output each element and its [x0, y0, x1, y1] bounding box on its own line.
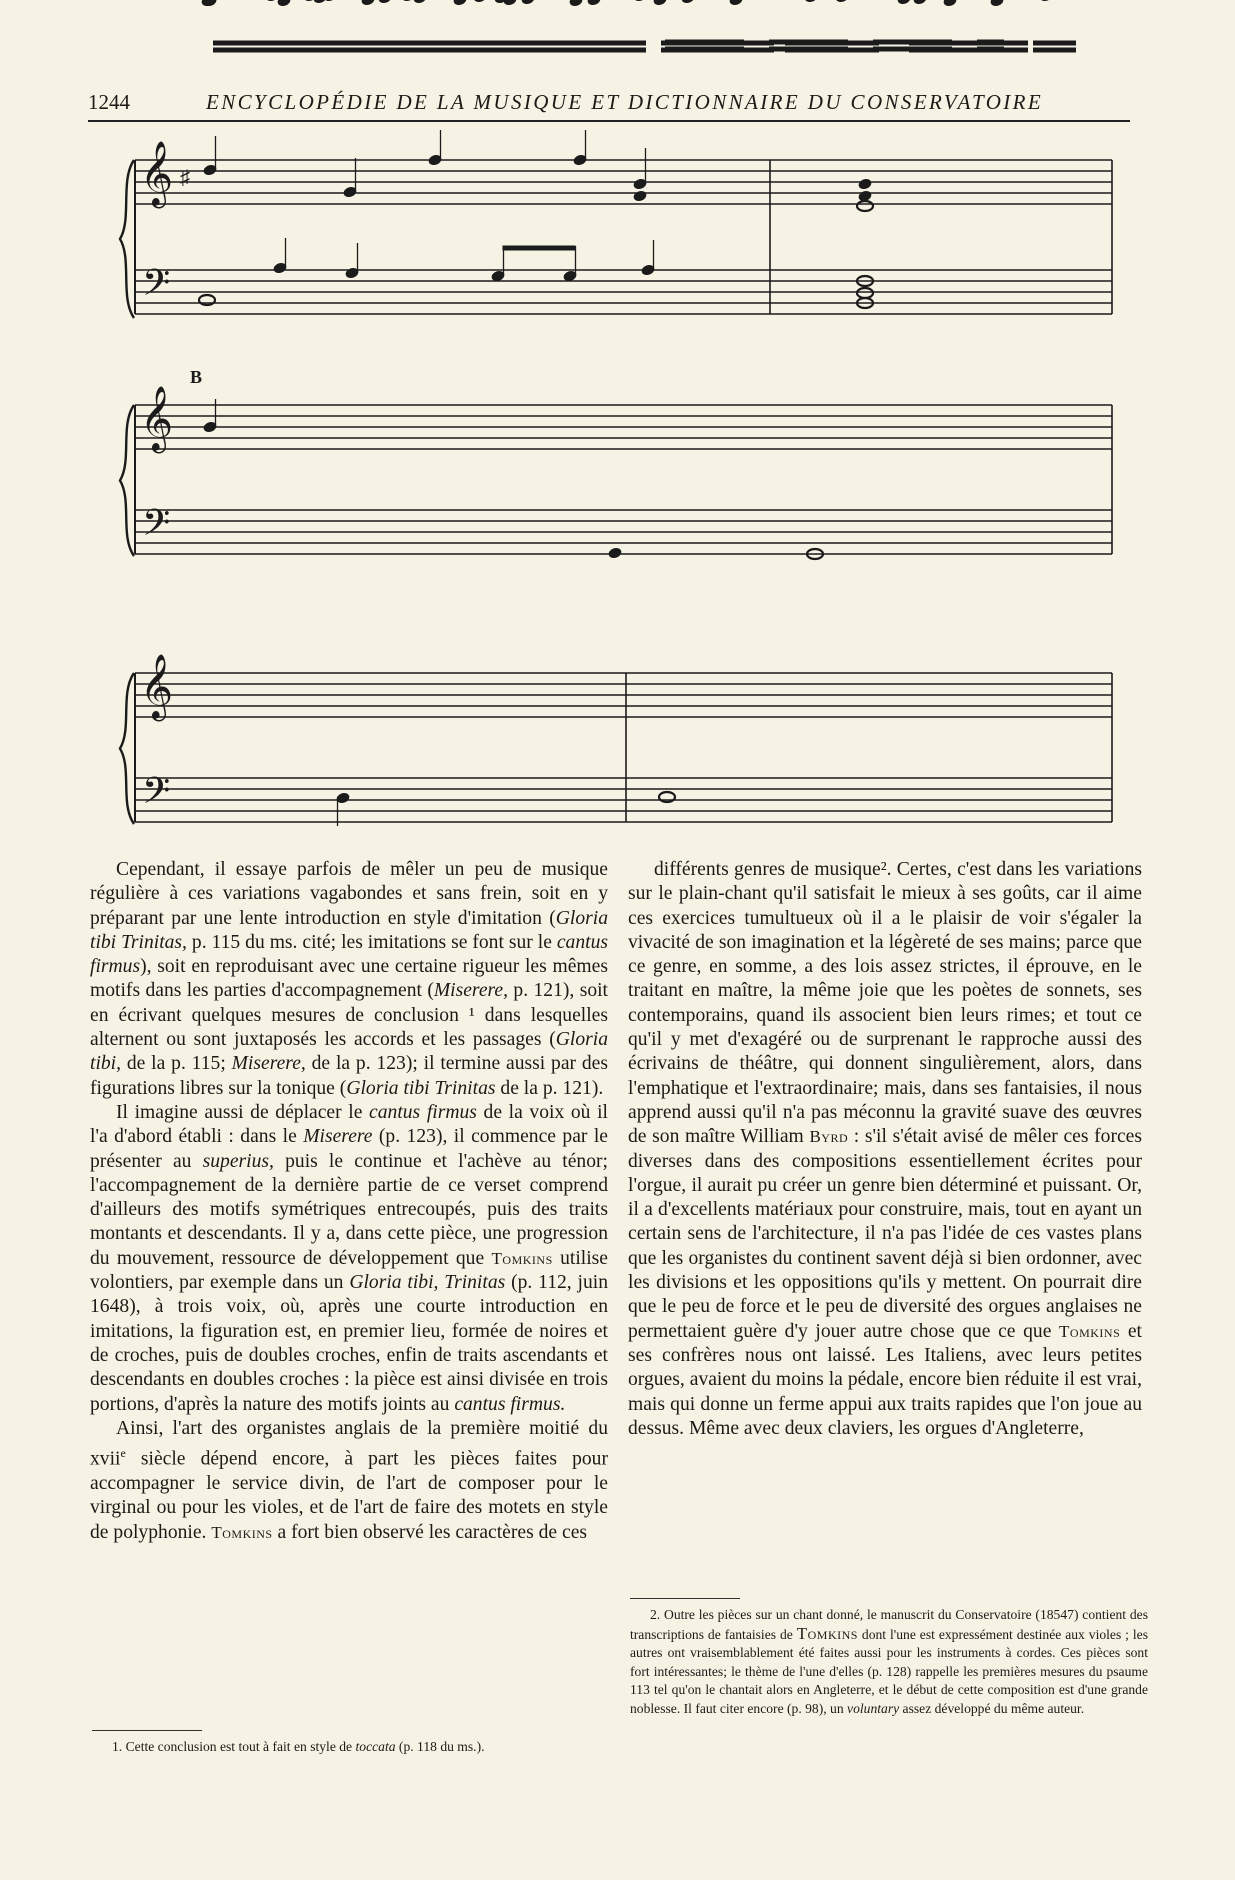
paragraph: Il imagine aussi de déplacer le cantus firmus de la voix où il l'a d'abord établi : dans le Miserere (p. 123), il commence par le présenter au superius, puis le continue et l'achève au ténor; l'accompagnement de la dernière partie de ce verset comprend d'ailleurs des motifs symétriques entrecoupés, puis des traits montants et descendants. Il y a, dans cette pièce, une progression du mouvement, ressource de développement que Tomkins utilise volontiers, par exemple dans un Gloria tibi, Trinitas (p. 112, juin 1648), à trois voix, où, après une courte introduction en imitations, la figuration est, en premier lieu, formée de noires et de croches, puis de doubles croches, enfin de traits ascendants et descendants en doubles croches : la pièce est ainsi divisée en trois portions, d'après la nature des motifs joints au cantus firmus.: [90, 1101, 609, 1415]
svg-text:𝄢: 𝄢: [142, 262, 171, 313]
section-label: B: [190, 367, 203, 387]
svg-text:♯: ♯: [180, 167, 190, 189]
footnote-rule: [92, 1730, 202, 1731]
svg-text:𝄞: 𝄞: [140, 141, 174, 206]
footnote-1: 1. Cette conclusion est tout à fait en style de toccata (p. 118 du ms.).: [112, 1739, 485, 1754]
footnote-rule: [630, 1598, 740, 1599]
page-number: 1244: [88, 90, 130, 114]
paragraph: Cependant, il essaye parfois de mêler un peu de musique régulière à ces variations vagabondes et sans frein, soit en y préparant par une lente introduction en style d'imitation (Gloria tibi Trinitas, p. 115 du ms. cité; les imitations se font sur le cantus firmus), soit en reproduisant avec une certaine rigueur les mêmes motifs dans les parties d'accompagnement (Miserere, p. 121), soit en écrivant quelques mesures de conclusion ¹ dans lesquelles alternent ou sont juxtaposés les accords et les passages (Gloria tibi, de la p. 115; Miserere, de la p. 123); il termine aussi par des figurations libres sur la tonique (Gloria tibi Trinitas de la p. 121).: [90, 859, 608, 1099]
footnote-2: 2. Outre les pièces sur un chant donné, le manuscrit du Conservatoire (18547) contient des transcriptions de fantaisies de Tomkins dont l'une est expressément destinée aux violes ; les autres ont vraisemblablement été faites aussi pour les instruments à cordes. Ces pièces sont fort intéressantes; le thème de l'une d'elles (p. 128) rappelle les premières mesures du psaume 113 tel qu'on le chantait alors en Angleterre, et le début de cette composition est d'une grande noblesse. Il faut citer encore (p. 98), un voluntary assez développé du même auteur.: [630, 1607, 1148, 1716]
svg-text:𝄞: 𝄞: [140, 386, 174, 451]
svg-text:𝄢: 𝄢: [142, 770, 171, 821]
paragraph: différents genres de musique². Certes, c'est dans les variations sur le plain-chant qu'il satisfait le mieux à ses goûts, car il aime ces exercices tumultueux où il a le plaisir de voir s'égaler la vivacité de son imagination et la légèreté de ses mains; parce que ce genre, en somme, a des lois assez strictes, il éprouve, en le traitant en maître, la même joie que les poètes de sonnets, ses contemporains, quand ils associent bien leurs rimes; et tout ce qu'il y met d'exagéré ou de surprenant le rapproche aussi des écrivains de théâtre, qui donnent singulièrement, alors, dans l'emphatique et l'extraordinaire; mais, dans ses fantaisies, il nous apprend aussi qu'il n'a pas méconnu la gravité suave des œuvres de son maître William Byrd : s'il s'était avisé de mêler ces forces diverses dans des compositions essentiellement écrites pour l'orgue, il aurait pu créer un genre bien déterminé et puissant. Or, il a d'excellents matériaux pour construire, mais, tout en ayant un certain sens de l'architecture, il n'a pas l'idée de ces vastes plans que les organistes du continent savent déjà si bien ordonner, avec les divisions et les oppositions qu'ils y mettent. On pourrait dire que le peu de force et le peu de diversité des orgues anglaises ne permettaient guère d'y jouer autre chose que ce que Tomkins et ses confrères nous ont laissé. Les Italiens, avec leurs petites orgues, avaient du moins la pédale, encore bien réduite il est vrai, mais qui donne un ferme appui aux traits rapides que l'on joue au dessus. Même avec deux claviers, les orgues d'Angleterre,: [628, 859, 1142, 1439]
right-column: [628, 858, 1142, 1441]
svg-text:𝄞: 𝄞: [140, 654, 174, 719]
svg-text:𝄢: 𝄢: [142, 502, 171, 553]
paragraph: Ainsi, l'art des organistes anglais de la première moitié du xvii$^e$ siècle dépend encore, à part les pièces faites pour accompagner le service divin, de l'art de composer pour le virginal ou pour les violes, et de l'art de faire des motets en style de polyphonie. Tomkins a fort bien observé les caractères de ces: [90, 1417, 608, 1543]
music-score: [0, 0, 1235, 850]
running-title: ENCYCLOPÉDIE DE LA MUSIQUE ET DICTIONNAIRE DU CONSERVATOIRE: [206, 90, 1044, 114]
left-column: [90, 858, 608, 1545]
